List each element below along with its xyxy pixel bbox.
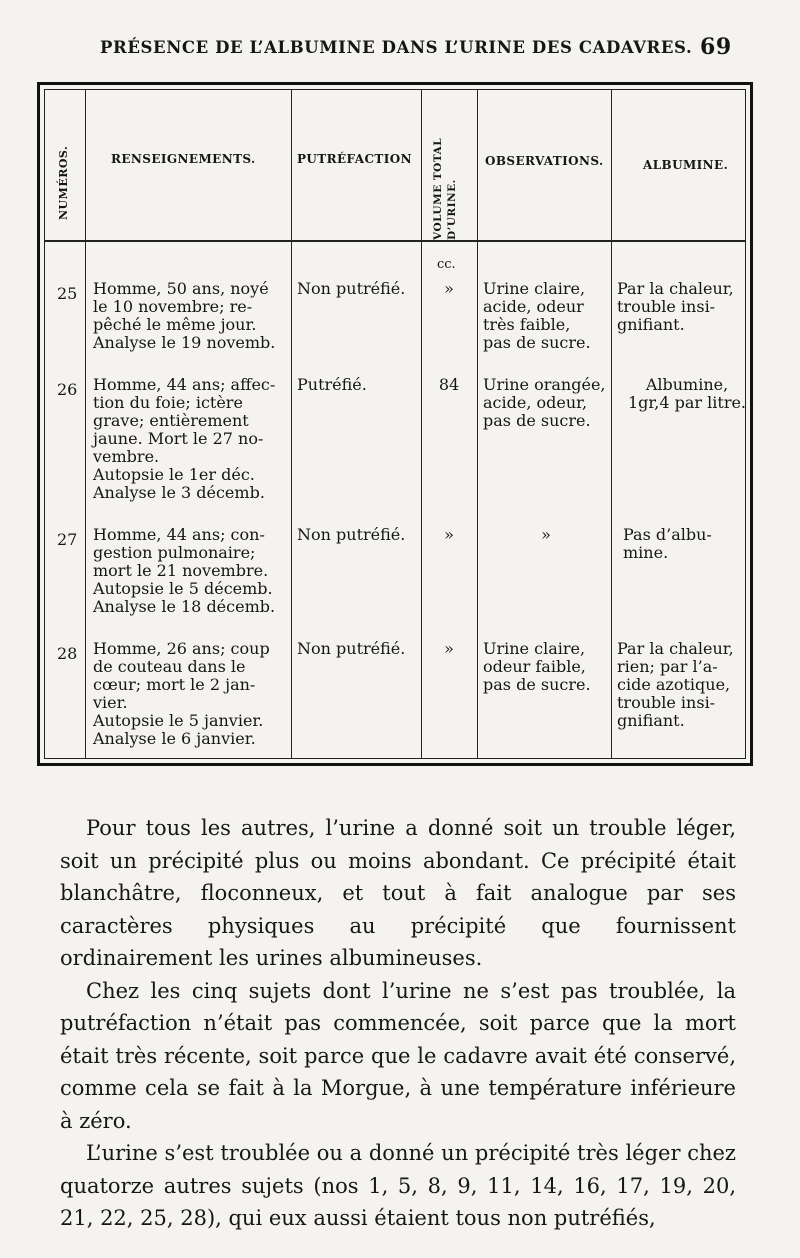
header-divider (45, 240, 745, 242)
column-divider (291, 90, 292, 758)
header-putrefaction: PUTRÉFACTION (297, 152, 412, 166)
page-title: PRÉSENCE DE L’ALBUMINE DANS L’URINE DES CADAVRES. (100, 38, 693, 57)
paragraph: Chez les cinq sujets dont l’urine ne s’est pas troublée, la putréfaction n’était pas commencée, soit parce que la mort était très récente, soit parce que le cadavre avait été conservé, comme cela se fait à la Morgue, à une température inférieure à zéro. (60, 978, 736, 1133)
row-volume: 84 (438, 375, 460, 394)
row-renseignements: Homme, 26 ans; coup de couteau dans le cœur; mort le 2 jan- vier. Autopsie le 5 janvier. Analyse le 6 janvier. (93, 639, 270, 748)
column-divider (477, 90, 478, 758)
row-number: 27 (57, 530, 78, 549)
row-putrefaction: Non putréfié. (297, 525, 406, 544)
row-renseignements: Homme, 50 ans, noyé le 10 novembre; re- pêché le même jour. Analyse le 19 novemb. (93, 279, 276, 352)
row-renseignements: Homme, 44 ans; con- gestion pulmonaire; mort le 21 novembre. Autopsie le 5 décemb. Analyse le 18 décemb. (93, 525, 276, 616)
row-putrefaction: Non putréfié. (297, 279, 406, 298)
header-albumine: ALBUMINE. (643, 158, 729, 172)
row-putrefaction: Non putréfié. (297, 639, 406, 658)
column-divider (611, 90, 612, 758)
row-albumine: Par la chaleur, trouble insi- gnifiant. (617, 279, 734, 334)
row-number: 25 (57, 284, 78, 303)
data-table (37, 82, 753, 766)
row-observations: Urine claire, odeur faible, pas de sucre. (483, 639, 591, 694)
row-number: 26 (57, 380, 78, 399)
paragraph: Pour tous les autres, l’urine a donné soit un trouble léger, soit un précipité plus ou moins abondant. Ce précipité était blanchâtre, floconneux, et tout à fait analogue par ses caractères physiques au précipité que fournissent ordinairement les urines albumineuses. (60, 816, 736, 970)
body-text (60, 812, 736, 1235)
row-observations: Urine orangée, acide, odeur, pas de sucre. (483, 375, 606, 430)
page-number: 69 (700, 34, 732, 60)
row-volume: » (444, 639, 454, 658)
row-albumine: Pas d’albu- mine. (623, 525, 712, 562)
row-renseignements: Homme, 44 ans; affec- tion du foie; ictère grave; entièrement jaune. Mort le 27 no- vembre. Autopsie le 1er déc. Analyse le 3 décemb. (93, 375, 276, 502)
row-number: 28 (57, 644, 78, 663)
row-albumine: Albumine, 1gr,4 par litre. (627, 375, 747, 412)
row-albumine: Par la chaleur, rien; par l’a- cide azotique, trouble insi- gnifiant. (617, 639, 734, 730)
header-renseignements: RENSEIGNEMENTS. (111, 152, 256, 166)
column-divider (85, 90, 86, 758)
header-observations: OBSERVATIONS. (485, 154, 604, 168)
row-observations: Urine claire, acide, odeur très faible, pas de sucre. (483, 279, 591, 352)
unit-label: cc. (437, 257, 456, 272)
header-volume: VOLUME TOTAL D’URINE. (432, 137, 458, 240)
paragraph: L’urine s’est troublée ou a donné un précipité très léger chez quatorze autres sujets (nos 1, 5, 8, 9, 11, 14, 16, 17, 19, 20, 21, 22, 25, 28), qui eux aussi étaient tous non putréfiés, (60, 1141, 736, 1230)
table-grid (44, 89, 746, 759)
row-putrefaction: Putréfié. (297, 375, 367, 394)
row-observations: » (541, 525, 551, 544)
row-volume: » (444, 525, 454, 544)
header-numeros: NUMÉROS. (57, 145, 70, 220)
row-volume: » (444, 279, 454, 298)
